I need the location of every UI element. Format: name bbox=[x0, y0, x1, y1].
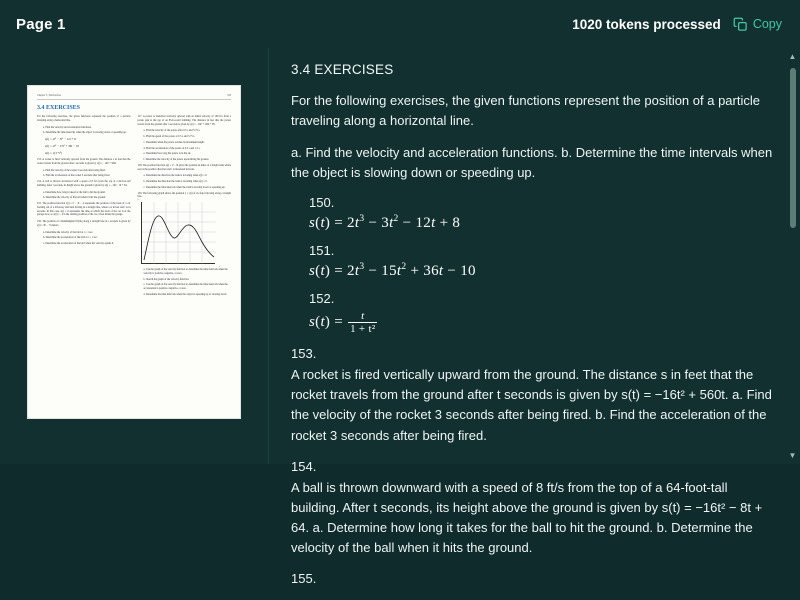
scan-intro: For the following exercises, the given functions represent the position of a particle traveling along a horizontal line. bbox=[37, 115, 131, 122]
question-153-number: 153. bbox=[291, 346, 317, 362]
scan-para-157-d: d. Find the acceleration of the potato at 0.5 s and 1.5 s. bbox=[143, 146, 201, 150]
page-title: Page 1 bbox=[16, 15, 66, 33]
question-152-fraction bbox=[348, 310, 377, 335]
scan-para-159: 159. The following graph shows the position y = s(t) of an object moving along a straight line. bbox=[137, 191, 231, 199]
transcription-intro: For the following exercises, the given functions represent the position of a particle traveling along a horizontal line. bbox=[291, 93, 760, 128]
scan-graph-item-a: a. Use the graph of the velocity function to determine the time intervals when the velocity is positive, negative, or zero. bbox=[143, 268, 228, 275]
scan-para-157-e: e. Determine how long the potato is in the air. bbox=[143, 152, 191, 156]
scan-para-157-f: f. Determine the velocity of the potato upon hitting the ground. bbox=[143, 158, 209, 161]
scan-running-head-left: Chapter 3 | Derivatives bbox=[37, 94, 61, 97]
transcription-scrollbar-thumb[interactable] bbox=[790, 68, 796, 228]
question-150-equation: $s(t) = 2t^3 - 3t^2 - 12t + 8$ bbox=[309, 214, 461, 231]
scan-para-154: 154. A ball is thrown downward with a speed of 8 ft/s from the top of a 64-foot-tall building. After t seconds, its height above the ground is given by s(t) = −16t² − 8t + 64. bbox=[37, 180, 131, 187]
question-155-number: 155. bbox=[291, 571, 317, 587]
scan-graph-xlabel: t bbox=[218, 265, 220, 268]
question-150 bbox=[309, 195, 774, 232]
scan-para-157-c: c. Determine when the potato reaches its maximum height. bbox=[143, 140, 205, 144]
scan-para-158-a: a. Determine the direction the train is traveling when s(t) = 0. bbox=[143, 174, 208, 178]
transcription-section-title: 3.4 EXERCISES bbox=[291, 62, 394, 77]
body-split bbox=[0, 48, 800, 587]
transcription-instructions: a. Find the velocity and acceleration functions. b. Determine the time intervals when the object is slowing down or speeding up. bbox=[291, 145, 773, 180]
question-152-number: 152. bbox=[309, 291, 335, 306]
scan-graph-ylabel: y bbox=[137, 198, 139, 201]
scan-section-title: 3.4 EXERCISES bbox=[37, 105, 81, 111]
scan-graph-svg bbox=[142, 202, 216, 264]
copy-button[interactable] bbox=[731, 15, 784, 34]
question-153-text: A rocket is fired vertically upward from the ground. The distance s in feet that the rocket travels from the ground after t seconds is given by s(t) = −16t² + 560t. a. Find the velocity of the rocket 3 seconds after being fired. b. Find the acceleration of the rocket 3 seconds after being fired. bbox=[291, 367, 772, 443]
question-154-text: A ball is thrown downward with a speed of 8 ft/s from the top of a 64-foot-tall building. After t seconds, its height above the ground is given by s(t) = −16t² − 8t + 64. a. Determine how long it takes for the ball to hit the ground. b. Determine the velocity of the ball when it hits the ground. bbox=[291, 479, 763, 556]
scan-para-153-a: a. Find the velocity of the rocket 3 seconds after being fired. bbox=[43, 168, 106, 172]
scan-para-158: 158. The position function s(t) = t³ − 8t gives the position in miles of a freight train where east is the positive direction and t is measured in hours. bbox=[137, 163, 231, 171]
question-152-numerator: t bbox=[348, 310, 377, 323]
question-154-number: 154. bbox=[291, 458, 317, 474]
scan-running-head-right: 333 bbox=[227, 94, 231, 97]
scan-right-column bbox=[138, 115, 232, 299]
question-151-number: 151. bbox=[309, 243, 335, 258]
scan-para-158-c: c. Determine the time intervals when the train is slowing down or speeding up. bbox=[143, 185, 226, 189]
scan-position-graph bbox=[137, 198, 220, 268]
scan-para-156: 156. The position of a hummingbird flying along a straight line in t seconds is given by s(t) = 3t³ − 7t meters. bbox=[37, 220, 131, 227]
scan-para-154-b: b. Determine the velocity of the ball when it hits the ground. bbox=[43, 196, 106, 200]
scan-para-156-a: a. Determine the velocity of the bird at t = 1 sec. bbox=[43, 230, 94, 234]
header-bar bbox=[0, 0, 800, 48]
document-preview-pane bbox=[0, 48, 268, 464]
scan-eq-150: s(t) = 2t³ − 3t² − 12t + 8 bbox=[45, 137, 76, 141]
question-152-equation: s(t) = $\frac{t}{\text{1 + t²}}$ bbox=[309, 310, 376, 336]
scan-para-154-a: a. Determine how long it takes for the ball to hit the ground. bbox=[43, 190, 106, 194]
scan-para-156-c: c. Determine the acceleration of the bird when the velocity equals 0. bbox=[43, 242, 114, 245]
scan-item-b: b. Determine the time intervals when the object is slowing down or speeding up. bbox=[43, 131, 127, 135]
scan-eq-152: s(t) = t/(1+t²) bbox=[45, 151, 62, 155]
transcription-pane bbox=[268, 48, 800, 587]
scan-para-157-a: a. Find the velocity of the potato after 0.5 s and 5.75 s. bbox=[143, 129, 201, 133]
scanned-page-image[interactable] bbox=[28, 86, 240, 418]
question-153 bbox=[291, 346, 774, 446]
question-154 bbox=[291, 459, 774, 559]
scan-para-156-b: b. Determine the acceleration of the bird at t = 1 sec. bbox=[43, 236, 98, 240]
copy-button-label: Copy bbox=[752, 17, 782, 31]
scroll-down-arrow-icon[interactable]: ▼ bbox=[788, 451, 797, 460]
scan-para-155: 155. The position function s(t) = t² − 3t − 4 represents the position of the back of a car backing out of a driveway and then driving in a straight line, where s is in feet and t is in seconds. In this case, s(t) = 0 represents the time at which the back of the car is at the garage door, so s(0) = −4 is the starting position of the car, 4 feet inside the garage. bbox=[37, 202, 131, 217]
scan-para-158-b: b. Determine the direction the train is traveling when a(t) = 0. bbox=[143, 180, 208, 183]
question-152 bbox=[309, 291, 774, 335]
question-155 bbox=[291, 571, 774, 586]
scan-graph-item-c: c. Use the graph of the velocity function to determine the time intervals when the acceleration is positive, negative, or zero. bbox=[143, 283, 228, 290]
header-right-group bbox=[572, 15, 784, 34]
scan-left-column bbox=[37, 115, 131, 299]
scan-columns bbox=[37, 115, 231, 299]
question-151-equation: $s(t) = 2t^3 - 15t^2 + 36t - 10$ bbox=[309, 262, 476, 279]
scan-para-157-b: b. Find the speed of the potato at 0.5 s and 5.75 s. bbox=[143, 135, 195, 138]
scan-eq-151: s(t) = 2t³ − 15t² + 36t − 10 bbox=[45, 144, 79, 148]
token-count-label: 1020 tokens processed bbox=[572, 16, 721, 32]
scroll-up-arrow-icon[interactable]: ▲ bbox=[788, 52, 797, 61]
scan-running-head bbox=[37, 94, 231, 100]
scan-para-153-b: b. Find the acceleration of the rocket 3 seconds after being fired. bbox=[43, 174, 110, 178]
transcription-scroll-area[interactable] bbox=[269, 48, 800, 600]
question-151 bbox=[309, 243, 774, 280]
copy-icon bbox=[733, 17, 748, 32]
scan-graph-item-b: b. Sketch the graph of the velocity function. bbox=[143, 277, 190, 281]
scan-graph-item-d: d. Determine the time intervals when the object is speeding up or slowing down. bbox=[143, 292, 227, 296]
scan-item-a: a. Find the velocity and acceleration functions. bbox=[43, 125, 92, 129]
scan-para-157: 157. A potato is launched vertically upward with an initial velocity of 100 ft/s from a potato gun at the top of an 85-foot-tall building. The distance in feet that the potato travels from the ground after t seconds is given by s(t) = −16t² + 100t + 85. bbox=[137, 115, 231, 126]
scan-para-153: 153. A rocket is fired vertically upward from the ground. The distance s in feet that the rocket travels from the ground after t seconds is given by s(t) = −16t² + 560t. bbox=[37, 158, 131, 165]
question-152-denominator: 1 + t² bbox=[350, 323, 376, 336]
question-150-number: 150. bbox=[309, 195, 335, 210]
